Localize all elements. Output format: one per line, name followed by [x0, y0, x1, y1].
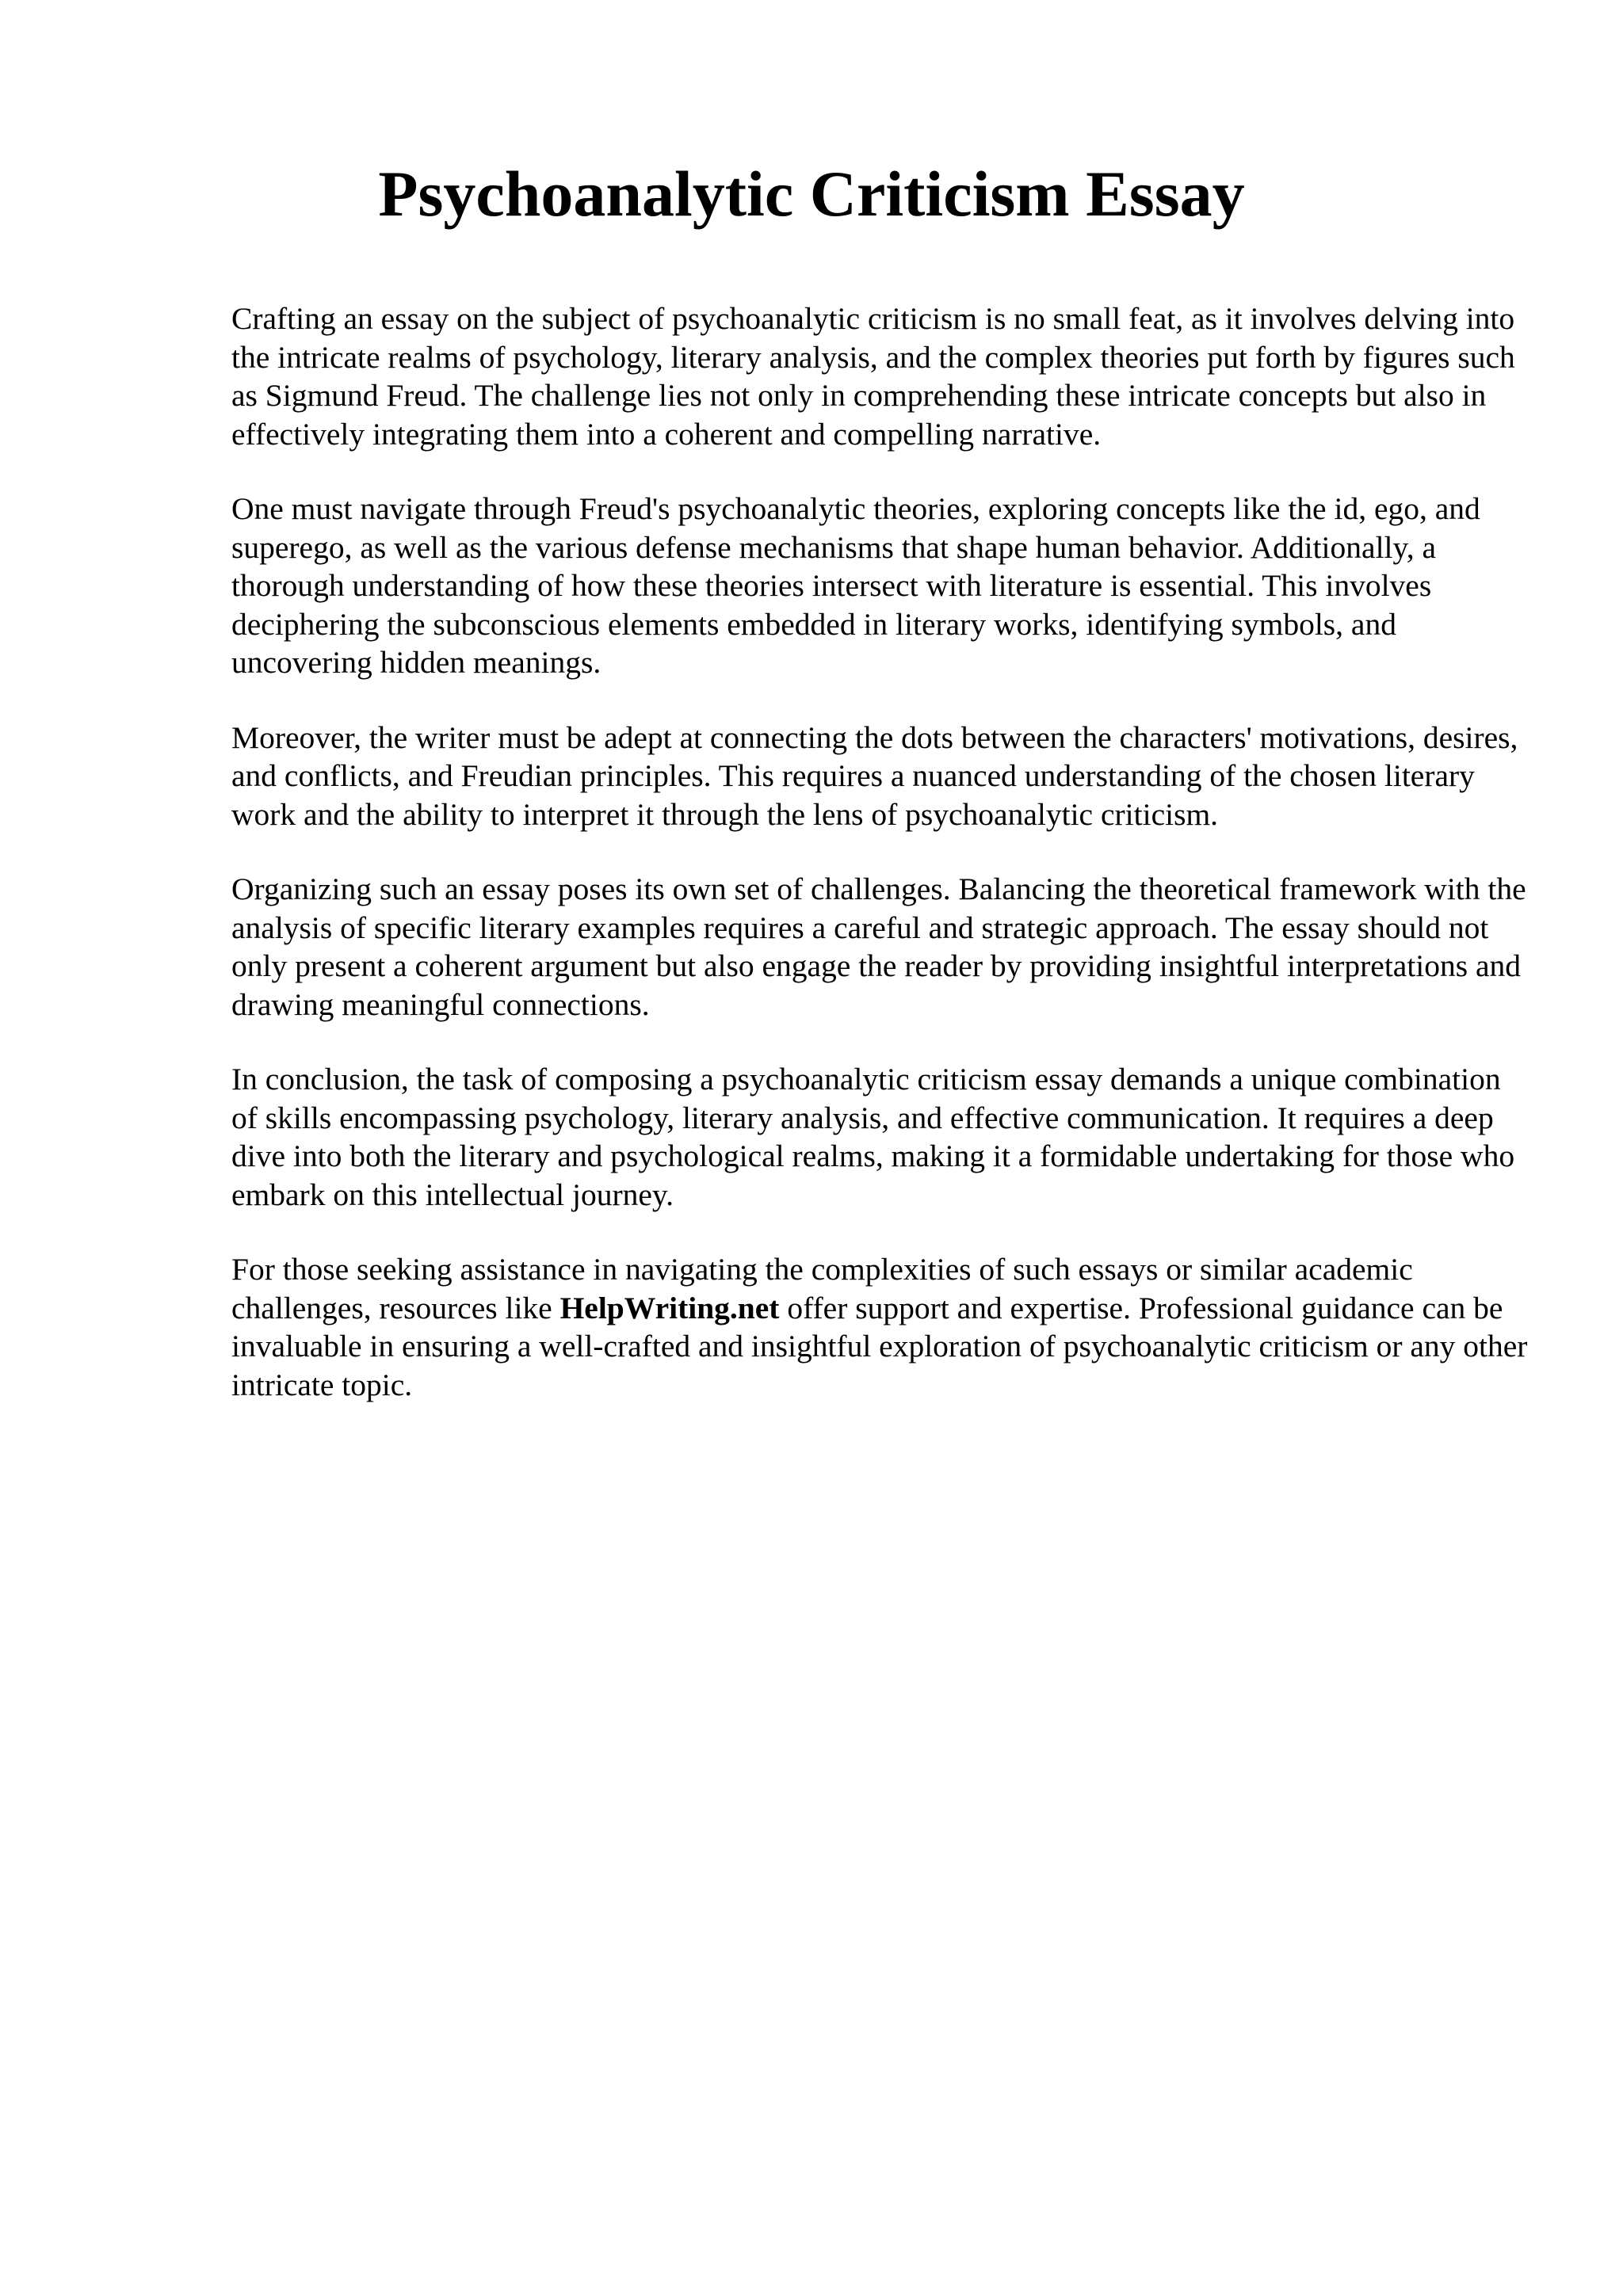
essay-body [231, 299, 1531, 1404]
helpwriting-link-text: HelpWriting.net [559, 1290, 780, 1325]
paragraph-3: Moreover, the writer must be adept at connecting the dots between the characters' motivations, desires, and conflicts, and Freudian principles. This requires a nuanced understanding of the chosen literary work and the ability to interpret it through the lens of psychoanalytic criticism. [231, 719, 1518, 832]
paragraph-6-text-end: offer support and expertise. Professional guidance can be invaluable in ensuring a well-crafted and insightful exploration of psychoanalytic criticism or any other intricate topic. [231, 1290, 1528, 1402]
paragraph-4: Organizing such an essay poses its own set of challenges. Balancing the theoretical framework with the analysis of specific literary examples requires a careful and strategic approach. The essay should not only present a coherent argument but also engage the reader by providing insightful interpretations and drawing meaningful connections. [231, 871, 1526, 1022]
paragraph-5: In conclusion, the task of composing a psychoanalytic criticism essay demands a unique combination of skills encompassing psychology, literary analysis, and effective communication. It requires a deep dive into both the literary and psychological realms, making it a formidable undertaking for those who embark on this intellectual journey. [231, 1062, 1515, 1212]
paragraph-6-text-start: For those seeking assistance in navigating the complexities of such essays or similar academic challenges, resources like [231, 1252, 1413, 1325]
page-title: Psychoanalytic Criticism Essay [378, 158, 1245, 230]
paragraph-2: One must navigate through Freud's psychoanalytic theories, exploring concepts like the id, ego, and superego, as well as the various defense mechanisms that shape human behavior. Additionally, a thorough understanding of how these theories intersect with literature is essential. This involves deciphering the subconscious elements embedded in literary works, identifying symbols, and uncovering hidden meanings. [231, 491, 1480, 680]
paragraph-6 [231, 1250, 1531, 1404]
paragraph-1: Crafting an essay on the subject of psychoanalytic criticism is no small feat, as it involves delving into the intricate realms of psychology, literary analysis, and the complex theories put forth by figures such as Sigmund Freud. The challenge lies not only in comprehending these intricate concepts but also in effectively integrating them into a coherent and compelling narrative. [231, 301, 1515, 452]
